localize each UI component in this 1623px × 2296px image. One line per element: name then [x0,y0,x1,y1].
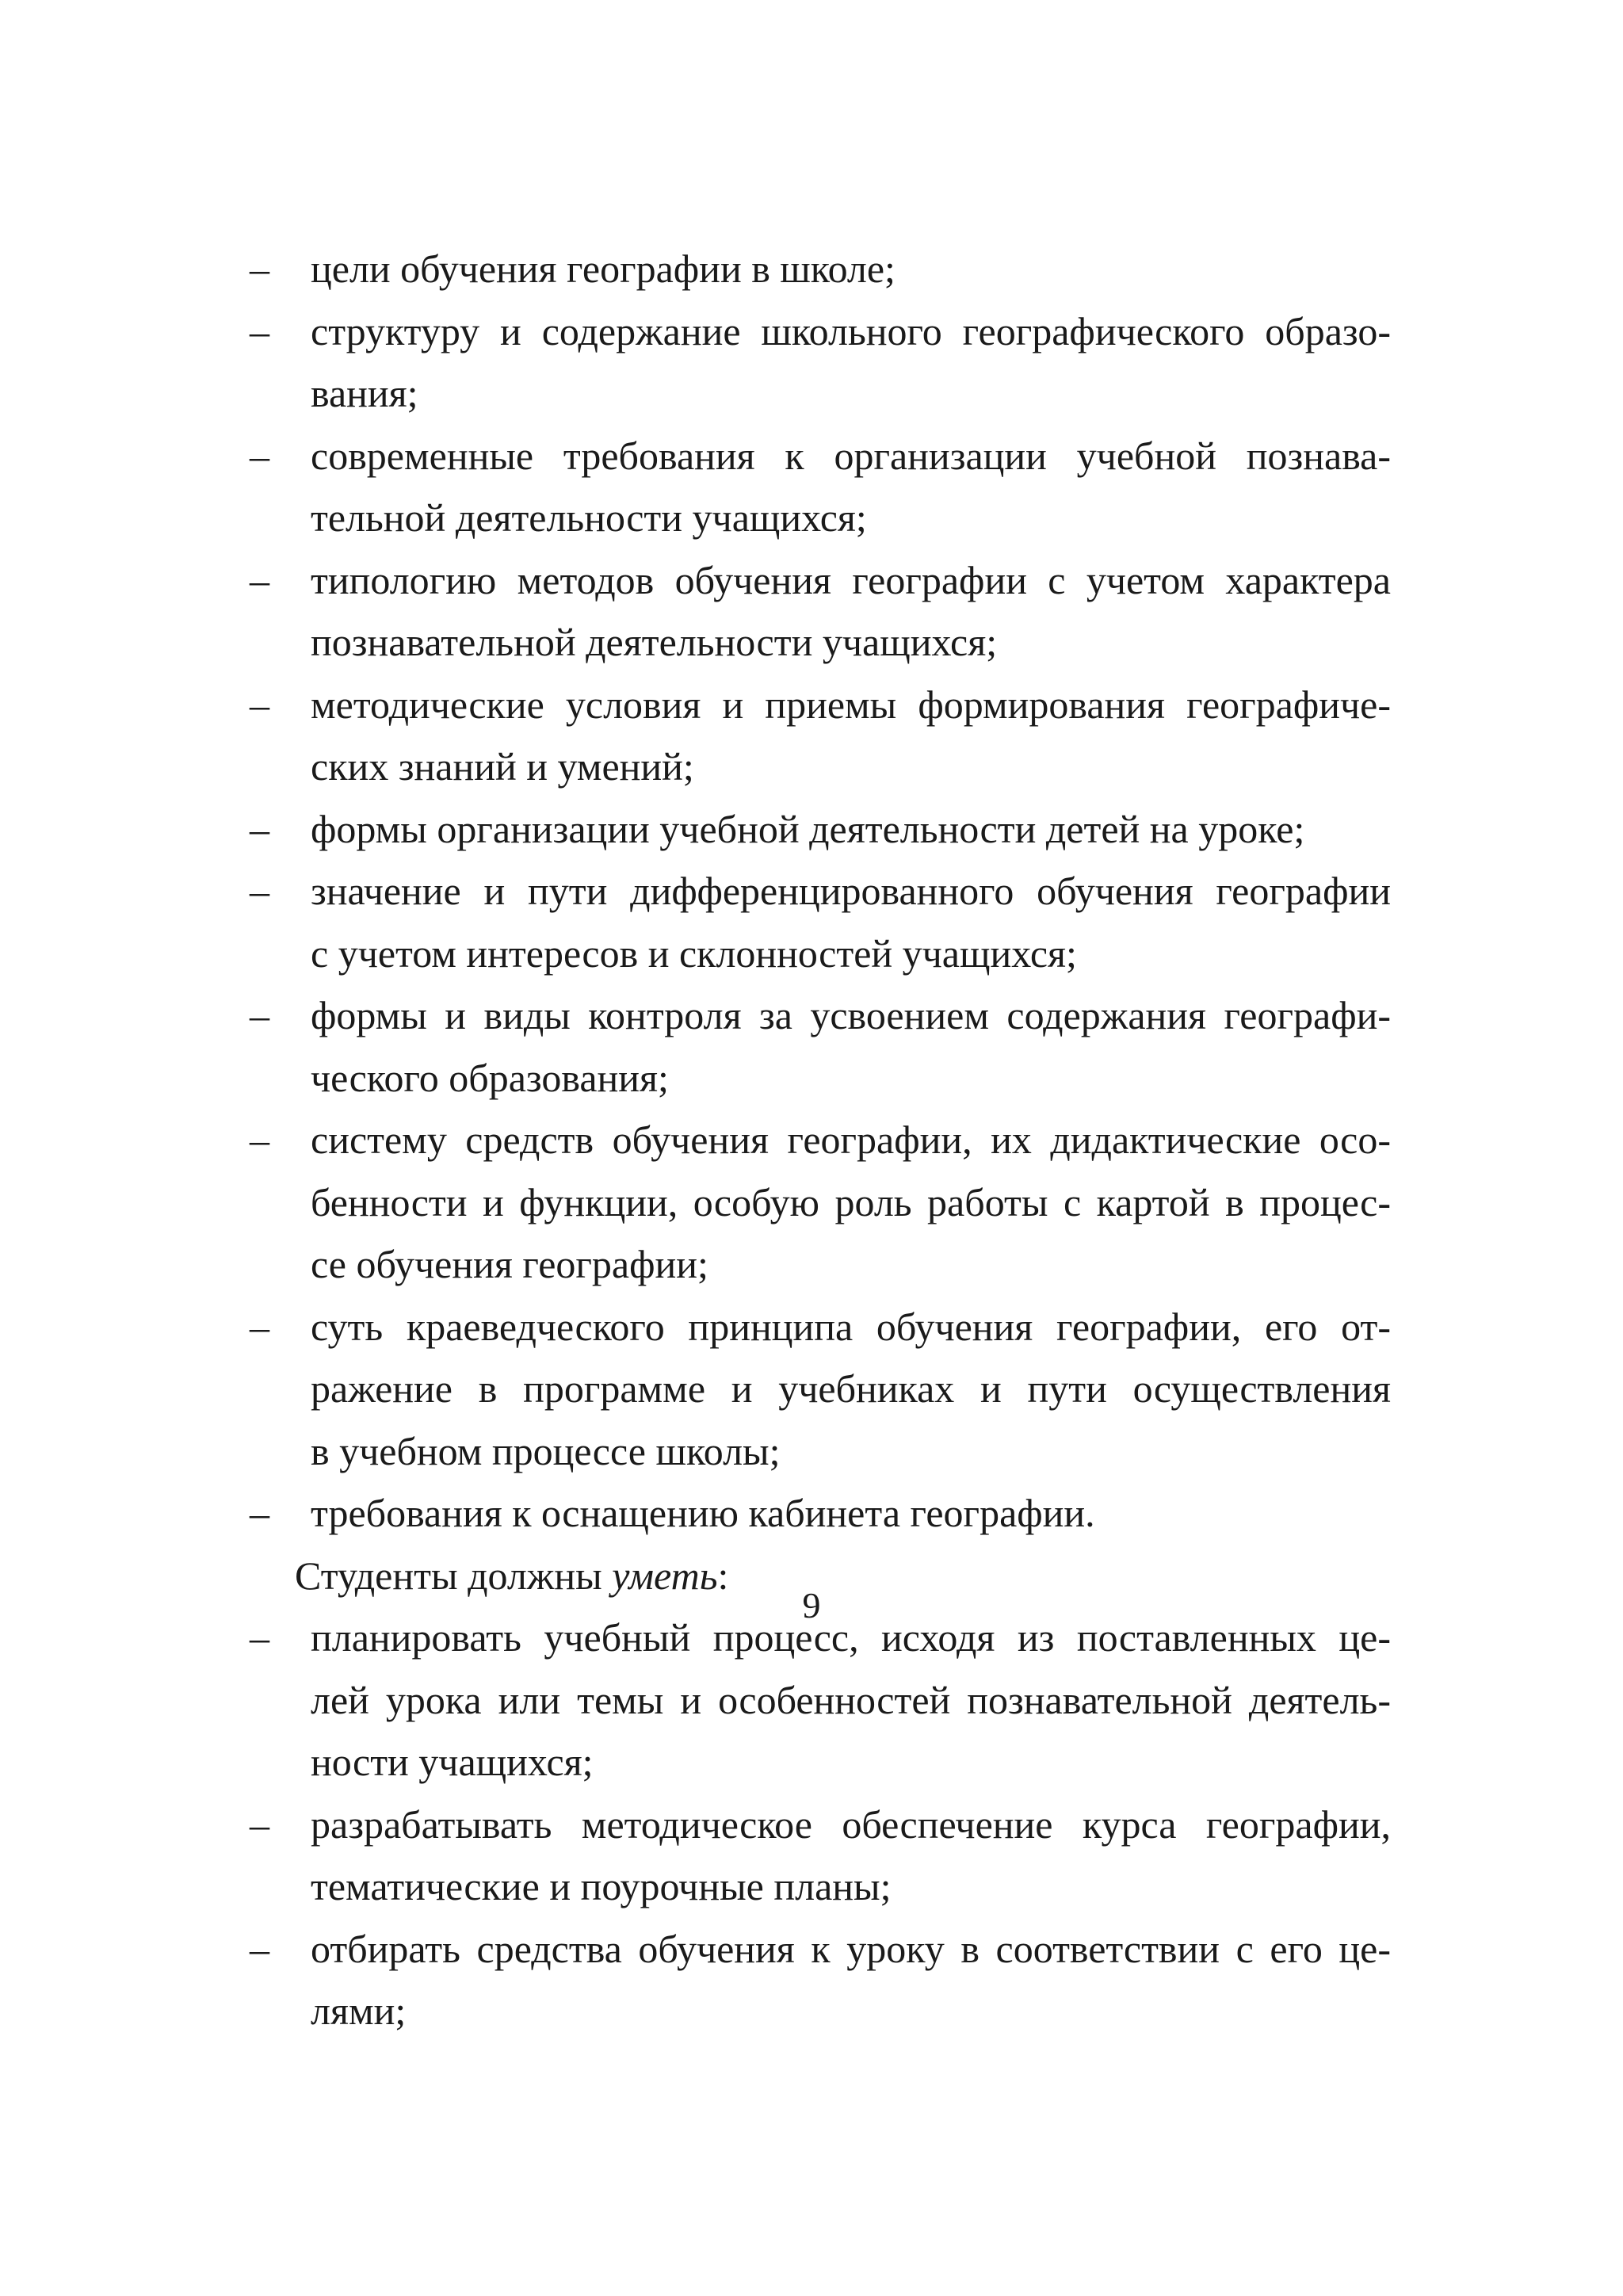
knowledge-list-item-10-continuation [250,1358,1391,1420]
list-item-text: лей урока или темы и особенностей познавательной деятель- [311,1677,1391,1722]
knowledge-list-item-10 [250,1296,1391,1358]
knowledge-list-item-1 [250,238,1391,300]
list-item-text: в учебном процессе школы; [311,1428,781,1473]
knowledge-list-item-8 [250,984,1391,1047]
skills-list-item-1-continuation [250,1731,1391,1794]
knowledge-list-item-7 [250,860,1391,923]
list-dash: – [250,246,269,291]
list-item-text: тематические и поурочные планы; [311,1864,892,1908]
list-dash: – [250,993,269,1037]
knowledge-list-item-9 [250,1109,1391,1171]
list-item-text: формы организации учебной деятельности детей на уроке; [311,806,1305,851]
list-dash: – [250,806,269,851]
list-item-text: цели обучения географии в школе; [311,246,896,291]
list-item-text: суть краеведческого принципа обучения географии, его от- [311,1304,1391,1349]
knowledge-list-item-11 [250,1482,1391,1545]
skills-intro-prefix: Студенты должны [295,1553,613,1598]
list-item-text: требования к оснащению кабинета географии. [311,1491,1095,1535]
knowledge-list-item-5-continuation [250,735,1391,798]
knowledge-list-item-2-continuation [250,362,1391,425]
list-item-text: ности учащихся; [311,1740,594,1784]
skills-intro-emphasis: уметь [612,1553,718,1598]
knowledge-list-item-9-continuation [250,1233,1391,1296]
list-item-text: типологию методов обучения географии с учетом характера [311,557,1391,602]
knowledge-list-item-10-continuation [250,1420,1391,1483]
list-dash: – [250,1117,269,1162]
list-dash: – [250,1491,269,1535]
skills-list-item-2-continuation [250,1855,1391,1918]
list-item-text: ражение в программе и учебниках и пути осуществления [311,1366,1391,1411]
list-dash: – [250,1801,269,1847]
skills-list-item-2 [250,1794,1391,1856]
list-dash: – [250,557,269,602]
knowledge-list-item-7-continuation [250,923,1391,985]
list-item-text: бенности и функции, особую роль работы с картой в процес- [311,1179,1391,1224]
list-item-text: систему средств обучения географии, их дидактические осо- [311,1117,1391,1162]
list-item-text: с учетом интересов и склонностей учащихся; [311,930,1077,976]
list-item-text: тельной деятельности учащихся; [311,495,867,540]
list-item-text: значение и пути дифференцированного обучения географии [311,869,1391,913]
knowledge-list-item-3 [250,425,1391,487]
knowledge-list-item-6 [250,798,1391,861]
list-item-text: отбирать средства обучения к уроку в соответствии с его це- [311,1926,1391,1971]
knowledge-list-item-4-continuation [250,611,1391,674]
list-item-text: планировать учебный процесс, исходя из поставленных це- [311,1615,1391,1660]
list-dash: – [250,1615,269,1660]
knowledge-list-item-3-continuation [250,487,1391,549]
list-dash: – [250,433,269,478]
skills-list-item-3-continuation [250,1980,1391,2042]
list-item-text: структуру и содержание школьного географического образо- [311,308,1391,353]
list-item-text: се обучения географии; [311,1242,708,1286]
list-item-text: лями; [311,1988,407,2033]
knowledge-list-item-5 [250,674,1391,736]
knowledge-list-item-8-continuation [250,1047,1391,1110]
page-number: 9 [802,1585,821,1626]
list-dash: – [250,1926,269,1971]
list-item-text: ческого образования; [311,1055,669,1100]
list-dash: – [250,682,269,727]
list-item-text: современные требования к организации учебной познава- [311,433,1391,478]
list-dash: – [250,308,269,353]
page-content [250,238,1391,2042]
list-item-text: формы и виды контроля за усвоением содержания географи- [311,993,1391,1037]
list-dash: – [250,869,269,913]
list-dash: – [250,1304,269,1349]
knowledge-list-item-4 [250,549,1391,612]
skills-list-item-1-continuation [250,1669,1391,1732]
list-item-text: разрабатывать методическое обеспечение курса географии, [311,1801,1391,1847]
list-item-text: вания; [311,371,418,415]
list-item-text: ских знаний и умений; [311,744,694,789]
skills-intro-suffix: : [717,1553,729,1598]
skills-list-item-3 [250,1918,1391,1981]
list-item-text: методические условия и приемы формирования географиче- [311,682,1391,727]
list-item-text: познавательной деятельности учащихся; [311,620,998,664]
knowledge-list-item-2 [250,300,1391,363]
knowledge-list-item-9-continuation [250,1171,1391,1234]
